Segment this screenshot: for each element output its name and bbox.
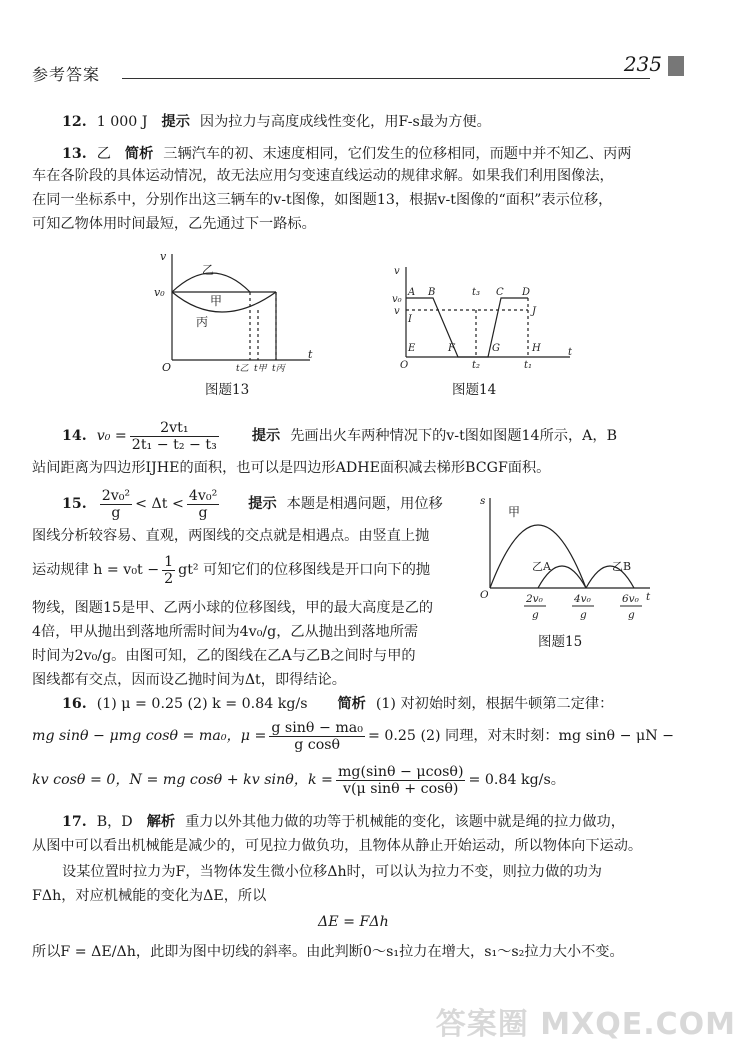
fig13-bing-curve <box>172 292 276 312</box>
fig15-x2-den: g <box>580 609 587 621</box>
q15-mid: < Δt < <box>135 496 184 512</box>
q17-line-2: 从图中可以看出机械能是减少的，可见拉力做负功，且物体从静止开始运动，所以物体向下运动。 <box>32 838 643 854</box>
q16-answer: (1) μ = 0.25 (2) k = 0.84 kg/s <box>96 696 308 712</box>
fig13-t-label: t <box>308 348 313 361</box>
q14-numerator: 2vt₁ <box>130 420 219 437</box>
q14-denominator: 2t₁ − t₂ − t₃ <box>131 436 217 453</box>
q15-text-3a: 运动规律 h = v₀t − <box>32 562 160 578</box>
figure-14 <box>388 262 578 372</box>
fig14-J: J <box>532 306 537 317</box>
q16-mu-fraction <box>269 720 365 753</box>
fig13-origin: O <box>162 361 172 374</box>
fig13-t-yi: t乙 <box>236 364 249 374</box>
q15-line-1 <box>62 486 443 522</box>
fig14-F: F <box>448 343 455 354</box>
q14-text-1: 先画出火车两种情况下的v-t图如图题14所示，A，B <box>290 428 618 444</box>
fig14-v0-label: v₀ <box>392 294 402 305</box>
q15-text-1: 本题是相遇问题，用位移 <box>286 496 443 512</box>
q16-text-2a: mg sinθ − μmg cosθ = ma₀，μ = <box>32 728 267 744</box>
q13-line-2: 车在各阶段的具体运动情况，故无法应用匀变速直线运动的规律求解。如果我们利用图像法， <box>32 168 614 184</box>
fig14-B: B <box>428 287 436 298</box>
figure-15 <box>478 492 658 632</box>
q17-line-3: 设某位置时拉力为F，当物体发生微小位移Δh时，可以认为拉力不变，则拉力做的功为 <box>62 864 602 880</box>
q13-number: 13. <box>62 146 87 162</box>
fig13-caption: 图题13 <box>205 382 250 398</box>
q12-text: 因为拉力与高度成线性变化，用F-s最为方便。 <box>199 114 491 130</box>
fig14-D: D <box>522 287 531 298</box>
q17-equation: ΔE = FΔh <box>318 914 389 930</box>
q16-k-num: mg(sinθ − μcosθ) <box>337 763 464 780</box>
q16-number: 16. <box>62 696 87 712</box>
q16-line-3 <box>32 762 565 798</box>
q16-line-2 <box>32 718 674 754</box>
watermark: 答案圈 MXQE.COM <box>435 1007 736 1042</box>
q16-keyword: 简析 <box>337 696 366 712</box>
q15-frac-1 <box>100 488 132 521</box>
figure-13 <box>150 240 320 375</box>
q17-keyword: 解析 <box>146 814 176 830</box>
fig14-trapezoid-path <box>406 298 528 357</box>
q12-line <box>62 112 491 132</box>
q15-line-5: 4倍，甲从抛出到落地所需时间为4v₀/g，乙从抛出到落地所需 <box>32 624 419 640</box>
header-rule <box>122 78 650 79</box>
fig15-jia-curve <box>490 525 586 588</box>
q16-text-1: (1) 对初始时刻，根据牛顿第二定律： <box>375 696 614 712</box>
q15-half-den: 2 <box>164 570 174 587</box>
q15-line-4: 物线，图题15是甲、乙两小球的位移图线，甲的最大高度是乙的 <box>32 600 434 616</box>
q12-number: 12. <box>62 114 87 130</box>
fig15-caption: 图题15 <box>538 634 583 650</box>
q14-line-1 <box>62 418 617 454</box>
q15-text-3b: gt² 可知它们的位移图线是开口向下的抛 <box>178 562 431 578</box>
q13-line-1 <box>62 144 631 164</box>
fig15-origin: O <box>480 589 489 601</box>
fig15-yiB-label: 乙B <box>612 560 632 573</box>
fig14-A: A <box>408 287 416 298</box>
q16-text-3a: kv cosθ = 0，N = mg cosθ + kv sinθ，k = <box>32 772 333 788</box>
q16-text-2b: = 0.25 (2) 同理，对末时刻：mg sinθ − μN − <box>367 728 675 744</box>
fig14-H: H <box>532 343 541 354</box>
q15-line-2: 图线分析较容易、直观，两图线的交点就是相遇点。由竖直上抛 <box>32 528 430 544</box>
fig13-bing-label: 丙 <box>196 315 209 329</box>
fig13-t-jia: t甲 <box>254 364 267 374</box>
q16-line-1 <box>62 694 613 714</box>
q14-keyword: 提示 <box>251 428 281 444</box>
fig14-C: C <box>496 287 504 298</box>
q15-line-6: 时间为2v₀/g。由图可知，乙的图线在乙A与乙B之间时与甲的 <box>32 648 416 664</box>
q15-half-num: 1 <box>164 553 174 570</box>
fig13-v-label: v <box>160 250 167 263</box>
fig15-x3-num: 6v₀ <box>622 593 639 605</box>
q15-frac-2 <box>187 488 219 521</box>
q16-text-3b: = 0.84 kg/s。 <box>468 772 565 788</box>
q13-line-3: 在同一坐标系中，分别作出这三辆车的v-t图像，如图题13，根据v-t图像的“面积”表示位移， <box>32 192 613 208</box>
fig15-x3-den: g <box>628 609 635 621</box>
q13-line-4: 可知乙物体用时间最短，乙先通过下一路标。 <box>32 216 316 232</box>
fig15-x2-num: 4v₀ <box>574 593 591 605</box>
fig13-v0-label: v₀ <box>154 286 165 299</box>
q17-line-1 <box>62 812 625 832</box>
fig15-s-label: s <box>480 495 486 507</box>
fig13-yi-label: 乙 <box>202 263 215 277</box>
fig14-t2: t₂ <box>472 360 481 371</box>
fig14-I: I <box>408 314 412 325</box>
fig13-t-bing: t丙 <box>272 364 285 374</box>
q16-k-fraction <box>336 764 466 797</box>
fig14-caption: 图题14 <box>452 382 497 398</box>
q14-lhs: v₀ = <box>96 428 127 444</box>
fig13-jia-label: 甲 <box>210 294 223 308</box>
q15-line-3 <box>32 552 430 588</box>
fig15-x1-num: 2v₀ <box>526 593 543 605</box>
fig14-E: E <box>408 343 416 354</box>
q15-f1-den: g <box>111 504 121 521</box>
fig14-t1: t₁ <box>524 360 533 371</box>
q14-line-2: 站间距离为四边形IJHE的面积，也可以是四边形ADHE面积减去梯形BCGF面积。 <box>32 460 551 476</box>
q15-line-7: 图线都有交点，因而设乙抛时间为Δt，即得结论。 <box>32 672 346 688</box>
fig15-yiA-label: 乙A <box>532 560 551 573</box>
fig15-x1-den: g <box>532 609 539 621</box>
q12-keyword: 提示 <box>161 114 190 130</box>
q15-f2-num: 4v₀² <box>188 487 218 504</box>
section-title: 参考答案 <box>32 65 101 84</box>
page-corner-mark <box>668 56 684 76</box>
q13-text-1: 三辆汽车的初、末速度相同，它们发生的位移相同，而题中并不知乙、丙两 <box>163 146 632 162</box>
fig15-t-label: t <box>646 591 651 603</box>
q17-line-4: FΔh，对应机械能的变化为ΔE，所以 <box>32 888 267 904</box>
q14-fraction <box>130 420 219 453</box>
q15-keyword: 提示 <box>248 496 277 512</box>
q15-f2-den: g <box>198 504 208 521</box>
fig15-jia-label: 甲 <box>508 505 521 519</box>
q16-mu-den: g cosθ <box>294 736 341 753</box>
q13-keyword: 简析 <box>124 146 154 162</box>
q17-answer: B，D <box>96 814 133 830</box>
q15-f1-num: 2v₀² <box>101 487 131 504</box>
q12-answer: 1 000 J <box>96 114 148 130</box>
page-number: 235 <box>623 52 662 76</box>
fig14-origin: O <box>400 360 409 371</box>
fig14-vv-label: v <box>394 306 400 317</box>
q16-mu-num: g sinθ − ma₀ <box>271 719 363 736</box>
fig14-G: G <box>492 343 500 354</box>
q13-answer: 乙 <box>96 146 111 162</box>
q14-number: 14. <box>62 428 87 444</box>
q15-number: 15. <box>62 496 87 512</box>
fig14-t3: t₃ <box>472 287 481 298</box>
q17-number: 17. <box>62 814 87 830</box>
q17-text-1: 重力以外其他力做的功等于机械能的变化，该题中就是绳的拉力做功， <box>185 814 625 830</box>
fig14-v-label: v <box>394 266 400 277</box>
q17-line-5: 所以F = ΔE/Δh，此即为图中切线的斜率。由此判断0～s₁拉力在增大，s₁～s₂拉力大小不变。 <box>32 944 624 960</box>
q16-k-den: v(μ sinθ + cosθ) <box>342 780 459 797</box>
fig14-t-label: t <box>568 347 573 358</box>
q15-half <box>162 554 175 587</box>
